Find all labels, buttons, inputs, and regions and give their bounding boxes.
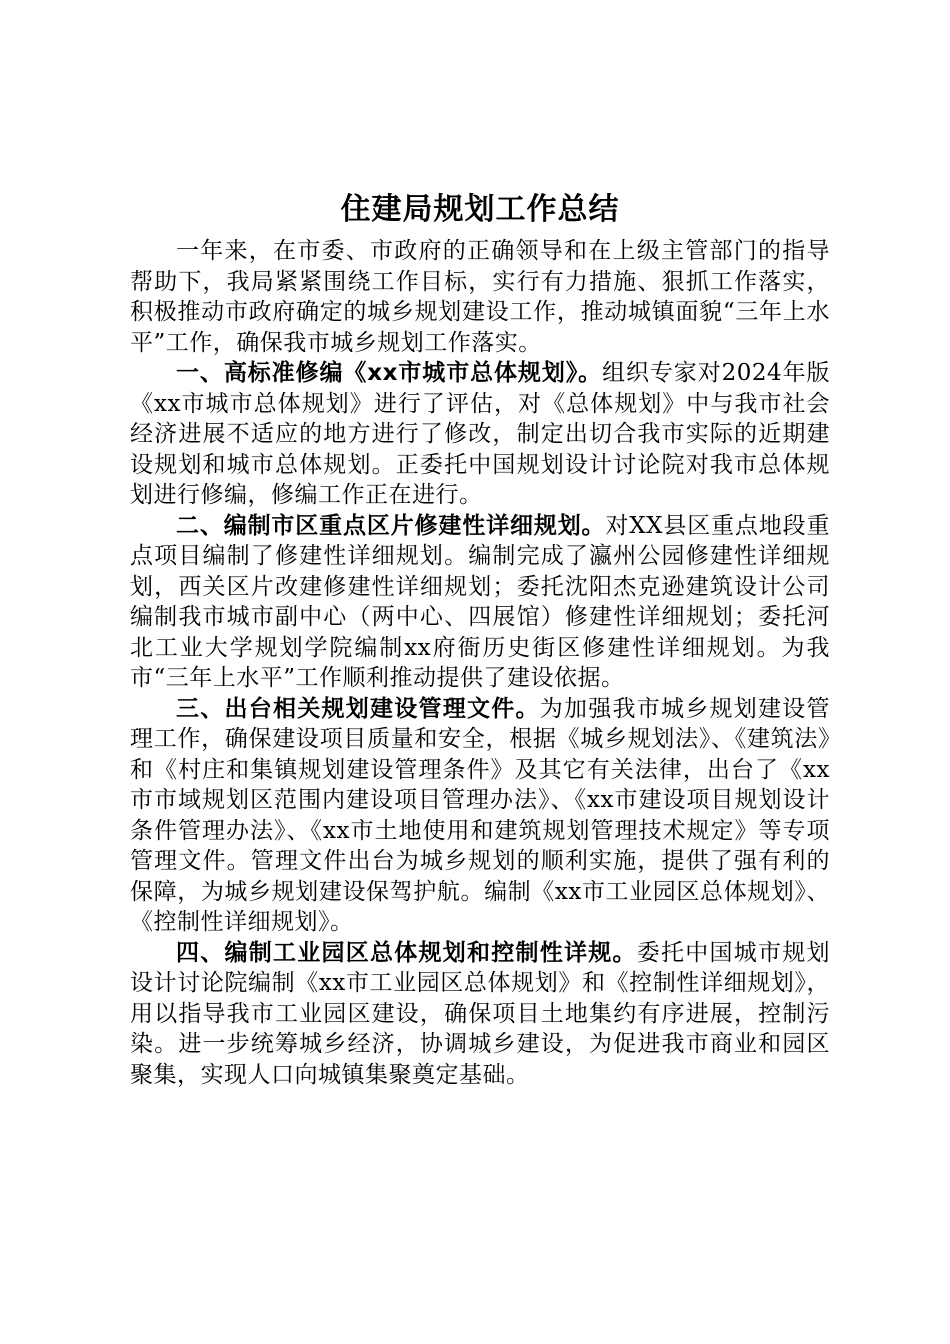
- section-paragraph-3: [130, 694, 830, 938]
- section-heading-4: 四、编制工业园区总体规划和控制性详规。: [176, 939, 637, 966]
- section-heading-1: 一、高标准修编《xx市城市总体规划》。: [176, 360, 603, 386]
- section-paragraph-1: [130, 358, 830, 511]
- section-heading-3: 三、出台相关规划建设管理文件。: [176, 695, 540, 722]
- section-body-4: 委托中国城市规划设计讨论院编制《xx市工业园区总体规划》和《控制性详细规划》，用以指导我市工业园区建设，确保项目土地集约有序进展，控制污染。进一步统筹城乡经济，协调城乡建设，为促进我市商业和园区聚集，实现人口向城镇集聚奠定基础。: [130, 939, 830, 1088]
- section-paragraph-2: [130, 511, 830, 694]
- document-title: 住建局规划工作总结: [340, 192, 620, 227]
- section-body-1: 组织专家对2024年版《xx市城市总体规划》进行了评估，对《总体规划》中与我市社会经济进展不适应的地方进行了修改，制定出切合我市实际的近期建设规划和城市总体规划。正委托中国规划设计讨论院对我市总体规划进行修编，修编工作正在进行。: [130, 360, 830, 508]
- section-body-2: 对XX县区重点地段重点项目编制了修建性详细规划。编制完成了瀛州公园修建性详细规划，西关区片改建修建性详细规划；委托沈阳杰克逊建筑设计公司编制我市城市副中心（两中心、四展馆）修建性详细规划；委托河北工业大学规划学院编制xx府衙历史街区修建性详细规划。为我市“三年上水平”工作顺利推动提供了建设依据。: [130, 512, 831, 691]
- section-heading-2: 二、编制市区重点区片修建性详细规划。: [176, 512, 606, 539]
- document-page: [130, 190, 830, 1090]
- intro-paragraph: 一年来，在市委、市政府的正确领导和在上级主管部门的指导帮助下，我局紧紧围绕工作目标，实行有力措施、狠抓工作落实，积极推动市政府确定的城乡规划建设工作，推动城镇面貌“三年上水平”工作，确保我市城乡规划工作落实。: [130, 238, 830, 356]
- section-body-3: 为加强我市城乡规划建设管理工作，确保建设项目质量和安全，根据《城乡规划法》、《建筑法》和《村庄和集镇规划建设管理条件》及其它有关法律，出台了《xx市市域规划区范围内建设项目管理办法》、《xx市建设项目规划设计条件管理办法》、《xx市土地使用和建筑规划管理技术规定》等专项管理文件。管理文件出台为城乡规划的顺利实施，提供了强有利的保障，为城乡规划建设保驾护航。编制《xx市工业园区总体规划》、《控制性详细规划》。: [130, 695, 830, 935]
- section-paragraph-4: [130, 938, 830, 1091]
